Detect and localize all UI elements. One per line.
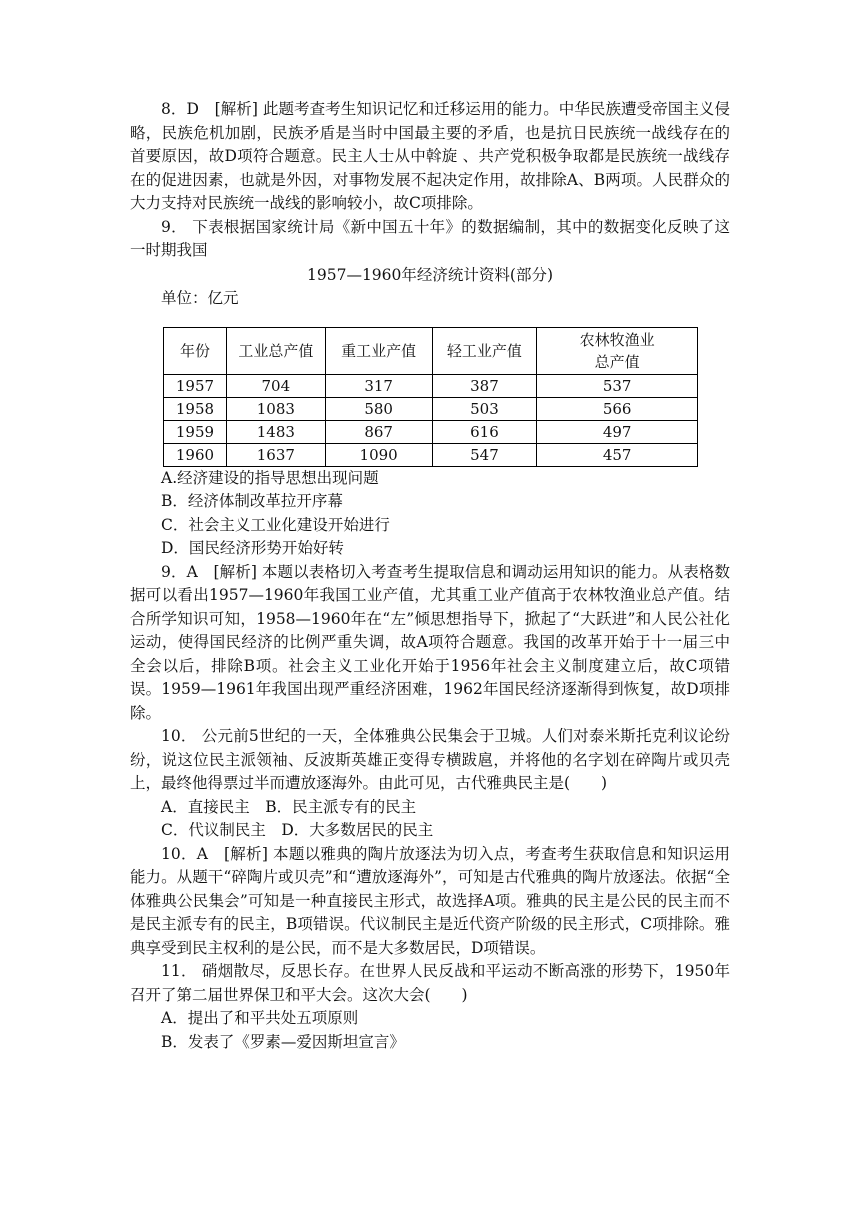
header-agriculture-total <box>537 327 698 374</box>
table-row <box>164 420 698 443</box>
cell-light-industry: 547 <box>432 443 537 466</box>
q11-stem: 11． 硝烟散尽，反思长存。在世界人民反战和平运动不断高涨的形势下，1950年召开了第二届世界保卫和平大会。这次大会( ) <box>130 962 730 1004</box>
cell-industry-total: 704 <box>226 374 325 397</box>
header-agriculture-line2: 总产值 <box>594 352 640 371</box>
table-unit: 单位：亿元 <box>161 289 239 307</box>
cell-heavy-industry: 580 <box>325 397 432 420</box>
q10-stem: 10． 公元前5世纪的一天，全体雅典公民集会于卫城。人们对泰米斯托克利议论纷纷，说这位民主派领袖、反波斯英雄正变得专横跋扈，并将他的名字划在碎陶片或贝壳上，最终他得票过半而遭放逐海外。由此可见，古代雅典民主是( ) <box>130 727 730 792</box>
cell-light-industry: 387 <box>432 374 537 397</box>
header-year: 年份 <box>164 327 227 374</box>
cell-year: 1958 <box>164 397 227 420</box>
table-row <box>164 374 698 397</box>
q11-option-a: A．提出了和平共处五项原则 <box>161 1009 359 1027</box>
cell-light-industry: 503 <box>432 397 537 420</box>
table-row <box>164 443 698 466</box>
q11-option-b: B．发表了《罗素—爱因斯坦宣言》 <box>161 1032 405 1051</box>
q10-explanation: 10．A [解析] 本题以雅典的陶片放逐法为切入点，考查考生获取信息和知识运用能力。从题干“碎陶片或贝壳”和“遭放逐海外”，可知是古代雅典的陶片放逐法。依据“全体雅典公民集会”可知是一种直接民主形式，故选择A项。雅典的民主是公民的民主而不是民主派专有的民主，B项错误。代议制民主是近代资产阶级的民主形式，C项排除。雅典享受到民主权利的是公民，而不是大多数居民，D项错误。 <box>130 844 730 957</box>
q9-option-c: C．社会主义工业化建设开始进行 <box>161 515 390 534</box>
header-heavy-industry: 重工业产值 <box>325 327 432 374</box>
q9-option-b: B．经济体制改革拉开序幕 <box>161 492 343 510</box>
economic-stats-table <box>163 327 698 467</box>
cell-agriculture-total: 566 <box>537 397 698 420</box>
cell-light-industry: 616 <box>432 420 537 443</box>
cell-agriculture-total: 537 <box>537 374 698 397</box>
cell-industry-total: 1483 <box>226 420 325 443</box>
cell-agriculture-total: 457 <box>537 443 698 466</box>
header-agriculture-line1: 农林牧渔业 <box>579 330 655 349</box>
q9-option-d: D．国民经济形势开始好转 <box>161 539 344 557</box>
table-row <box>164 397 698 420</box>
cell-agriculture-total: 497 <box>537 420 698 443</box>
cell-industry-total: 1083 <box>226 397 325 420</box>
document-page <box>130 98 730 1054</box>
cell-industry-total: 1637 <box>226 443 325 466</box>
cell-heavy-industry: 1090 <box>325 443 432 466</box>
q10-options-ab: A．直接民主 B．民主派专有的民主 <box>161 797 417 816</box>
q9-stem: 9． 下表根据国家统计局《新中国五十年》的数据编制，其中的数据变化反映了这一时期我国 <box>130 217 730 259</box>
cell-year: 1960 <box>164 443 227 466</box>
q9-option-a: A.经济建设的指导思想出现问题 <box>161 468 379 487</box>
cell-heavy-industry: 317 <box>325 374 432 397</box>
cell-year: 1957 <box>164 374 227 397</box>
header-industry-total: 工业总产值 <box>226 327 325 374</box>
header-light-industry: 轻工业产值 <box>432 327 537 374</box>
cell-year: 1959 <box>164 420 227 443</box>
table-header-row <box>164 327 698 374</box>
q8-explanation: 8．D [解析] 此题考查考生知识记忆和迁移运用的能力。中华民族遭受帝国主义侵略，民族危机加剧，民族矛盾是当时中国最主要的矛盾，也是抗日民族统一战线存在的首要原因，故D项符合题意。民主人士从中斡旋 、共产党积极争取都是民族统一战线存在的促进因素，也就是外因，对事物发展不起决定作用，故排除A、B两项。人民群众的大力支持对民族统一战线的影响较小，故C项排除。 <box>130 100 730 212</box>
cell-heavy-industry: 867 <box>325 420 432 443</box>
q10-options-cd: C．代议制民主 D．大多数居民的民主 <box>161 821 434 839</box>
q9-explanation: 9．A [解析] 本题以表格切入考查考生提取信息和调动运用知识的能力。从表格数据可以看出1957—1960年我国工业产值，尤其重工业产值高于农林牧渔业总产值。结合所学知识可知，1958—1960年在“左”倾思想指导下，掀起了“大跃进”和人民公社化运动，使得国民经济的比例严重失调，故A项符合题意。我国的改革开始于十一届三中全会以后，排除B项。社会主义工业化开始于1956年社会主义制度建立后，故C项错误。1959—1961年我国出现严重经济困难，1962年国民经济逐渐得到恢复，故D项排除。 <box>130 562 730 722</box>
table-caption: 1957—1960年经济统计资料(部分) <box>307 265 553 284</box>
